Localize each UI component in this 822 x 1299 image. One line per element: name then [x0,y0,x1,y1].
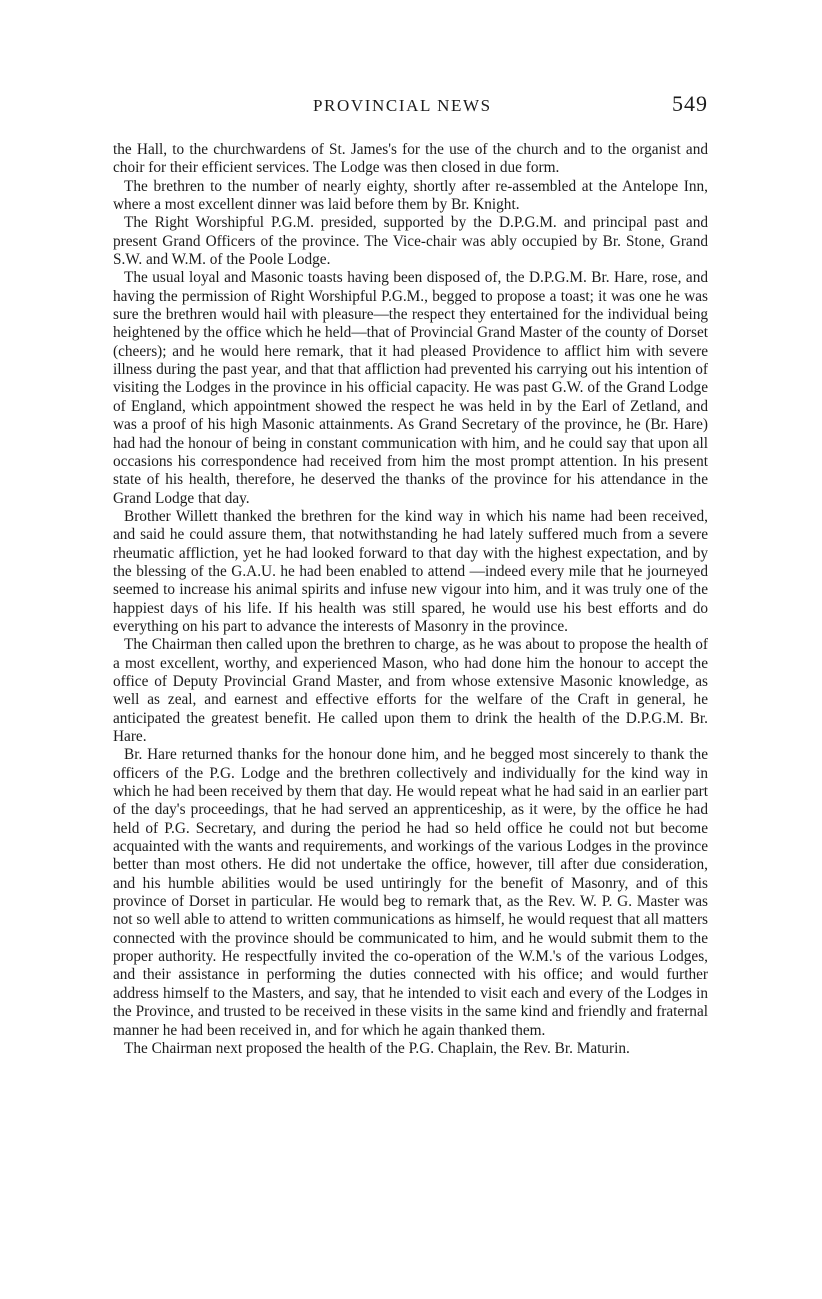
paragraph-brother-willett: Brother Willett thanked the brethren for the kind way in which his name had been received, and said he could assure them, that notwithstanding he had lately suffered much from a severe rheumatic affliction, yet he had looked forward to that day with the highest expectation, and by the blessing of the G.A.U. he had been enabled to attend —indeed every mile that he journeyed seemed to increase his animal spirits and infuse new vigour into him, and it was truly one of the happiest days of his life. If his health was still spared, he would use his best efforts and do everything on his part to advance the interests of Masonry in the province. [113,507,708,635]
paragraph-chairman-proposal: The Chairman then called upon the brethren to charge, as he was about to propose the health of a most excellent, worthy, and experienced Mason, who had done him the honour to accept the office of Deputy Provincial Grand Master, and from whose extensive Masonic knowledge, as well as zeal, and earnest and effective efforts for the welfare of the Craft in general, he anticipated the greatest benefit. He called upon them to drink the health of the D.P.G.M. Br. Hare. [113,636,708,745]
running-head [113,91,708,130]
paragraph-chaplain-toast: The Chairman next proposed the health of the P.G. Chaplain, the Rev. Br. Maturin. [124,1039,630,1057]
paragraph-loyal-toasts: The usual loyal and Masonic toasts having been disposed of, the D.P.G.M. Br. Hare, rose, and having the permission of Right Worshipful P.G.M., begged to propose a toast; it was one he was sure the brethren would hail with pleasure—the respect they entertained for the individual being heightened by the office which he held—that of Provincial Grand Master of the county of Dorset (cheers); and he would here remark, that it had pleased Providence to afflict him with severe illness during the past year, and that that affliction had prevented his carrying out his intention of visiting the Lodges in the province in his official capacity. He was past G.W. of the Grand Lodge of England, which appointment showed the respect he was held in by the Earl of Zetland, and was a proof of his high Masonic attainments. As Grand Secretary of the province, he (Br. Hare) had had the honour of being in constant communication with him, and he could say that upon all occasions his correspondence had received from him the most prompt attention. In his present state of his health, therefore, he deserved the thanks of the province for his attendance in the Grand Lodge that day. [113,269,708,507]
article-body [113,141,708,1058]
magazine-page [113,91,708,1058]
paragraph-antelope-dinner: The brethren to the number of nearly eighty, shortly after re-assembled at the Antelope Inn, where a most excellent dinner was laid before them by Br. Knight. [113,177,708,214]
paragraph-br-hare-reply: Br. Hare returned thanks for the honour done him, and he begged most sincerely to thank the officers of the P.G. Lodge and the brethren collectively and individually for the kind way in which he had been received by them that day. He would repeat what he had said in an earlier part of the day's proceedings, that he had served an apprenticeship, as it were, by the office he had held of P.G. Secretary, and during the period he had so held office he could not but become acquainted with the wants and requirements, and workings of the various Lodges in the province better than most others. He did not undertake the office, however, till after due consideration, and his humble abilities would be used untiringly for the benefit of Masonry, and of this province of Dorset in particular. He would beg to remark that, as the Rev. W. P. G. Master was not so well able to attend to written communications as himself, he would request that all matters connected with the province should be communicated to him, and he would submit them to the proper authority. He respectfully invited the co-operation of the W.M.'s of the various Lodges, and their assistance in performing the duties connected with his office; and would further address himself to the Masters, and say, that he intended to visit each and every of the Lodges in the Province, and trusted to be received in these visits in the same kind and friendly and fraternal manner he had been received in, and for which he again thanked them. [113,746,708,1039]
page-number: 549 [672,91,708,116]
paragraph-pgm-presided: The Right Worshipful P.G.M. presided, supported by the D.P.G.M. and principal past and present Grand Officers of the province. The Vice-chair was ably occupied by Br. Stone, Grand S.W. and W.M. of the Poole Lodge. [113,214,708,269]
paragraph-continued: the Hall, to the churchwardens of St. James's for the use of the church and to the organist and choir for their efficient services. The Lodge was then closed in due form. [113,141,708,177]
running-title: PROVINCIAL NEWS [313,96,492,115]
